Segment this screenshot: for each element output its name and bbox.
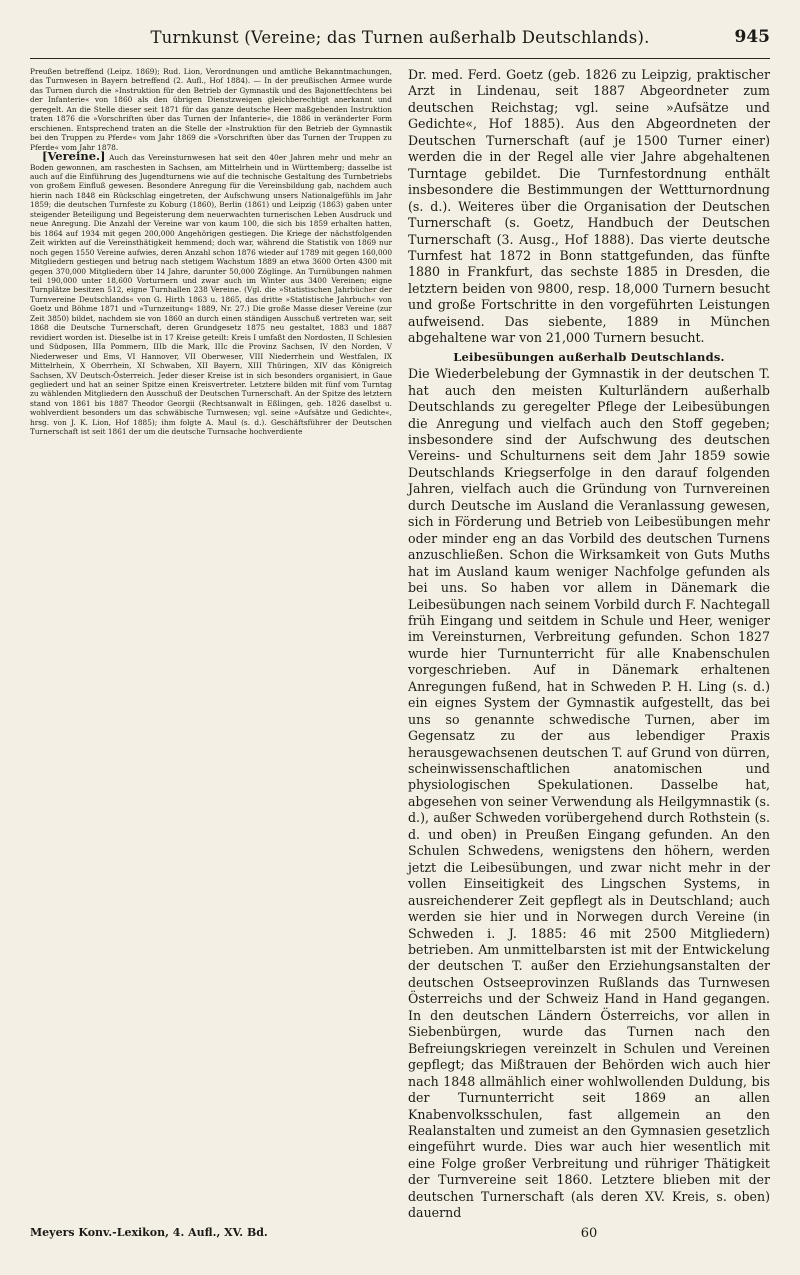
printer-signature: Meyers Konv.-Lexikon, 4. Aufl., XV. Bd. [30,1225,268,1239]
text-columns [30,67,770,1222]
left-column [30,67,392,1222]
paragraph: Preußen betreffend (Leipz. 1869); Rud. Lion, Verordnungen und amtliche Bekanntmachungen, das Turnwesen in Bayern betreffend (2. Aufl., Hof 1884). — In der preußischen Armee wurde das Turnen durch die »Instruktion für den Betrieb der Gymnastik und des Bajonettfechtens bei der Infanterie« von 1860 als den übrigen Dienstzweigen gleichberechtigt anerkannt und geregelt. An die Stelle dieser seit 1871 für das ganze deutsche Heer maßgebenden Instruktion traten 1876 die »Vorschriften über das Turnen der Infanterie«, die 1886 in veränderter Form erschienen. Entsprechend traten an die Stelle der »Instruktion für den Betrieb der Gymnastik bei den Truppen zu Pferde« vom Jahr 1869 die »Vorschriften über das Turnen der Truppen zu Pferde« vom Jahr 1878. [30,67,392,152]
page-number: 945 [734,27,770,47]
sheet-number: 60 [580,1225,598,1241]
paragraph: Dr. med. Ferd. Goetz (geb. 1826 zu Leipzig, praktischer Arzt in Lindenau, seit 1887 Abgeordneter zum deutschen Reichstag; vgl. seine »Aufsätze und Gedichte«, Hof 1885). Aus den Abgeordneten der Deutschen Turnerschaft (auf je 1500 Turner einer) werden die in der Regel alle vier Jahre abgehaltenen Turntage gebildet. Die Turnfestordnung enthält insbesondere die Bestimmungen der Wettturnordnung (s. d.). Weiteres über die Organisation der Deutschen Turnerschaft (s. Goetz, Handbuch der Deutschen Turnerschaft (3. Ausg., Hof 1888). Das vierte deutsche Turnfest hat 1872 in Bonn stattgefunden, das fünfte 1880 in Frankfurt, das sechste 1885 in Dresden, die letztern beiden von 9800, resp. 18,000 Turnern besucht und große Fortschritte in den vorgeführten Leistungen aufweisend. Das siebente, 1889 in München abgehaltene war von 21,000 Turnern besucht. [408,67,770,346]
running-title: Turnkunst (Vereine; das Turnen außerhalb Deutschlands). [150,28,650,47]
paragraph-text: Auch das Vereinsturnwesen hat seit den 40er Jahren mehr und mehr an Boden gewonnen, am raschesten in Sachsen, am Mittelrhein und in Württemberg; dasselbe ist auch auf die Einführung des Jugendturnens wie auf die technische Gestaltung des Turnbetriebs von großem Einfluß gewesen. Besondere Anregung für die Vereinsbildung gab, nachdem auch hierin nach 1848 ein Rückschlag eingetreten, der Aufschwung unsers Nationalgefühls im Jahr 1859; die deutschen Turnfeste zu Koburg (1860), Berlin (1861) und Leipzig (1863) gaben unter steigender Beteiligung und Begeisterung dem neuerwachten turnerischen Leben Ausdruck und neue Anregung. Die Anzahl der Vereine war von kaum 100, die sich bis 1859 erhalten hatten, bis 1864 auf 1934 mit gegen 200,000 Angehörigen gestiegen. Die Kriege der nächstfolgenden Zeit wirkten auf die Vereinsthätigkeit hemmend; doch war, während die Statistik von 1869 nur noch gegen 1550 Vereine aufwies, deren Anzahl schon 1876 wieder auf 1789 mit gegen 160,000 Mitgliedern gestiegen und betrug nach stetigem Wachstum 1889 an etwa 3600 Orten 4300 mit gegen 370,000 Mitgliedern über 14 Jahre, darunter 50,000 Zöglinge. An Turnübungen nahmen teil 190,000 unter 18,600 Vorturnern und zwar auch im Winter aus 3400 Vereinen; eigne Turnplätze besitzen 512, eigne Turnhallen 238 Vereine. (Vgl. die »Statistischen Jahrbücher der Turnvereine Deutschlands« von G. Hirth 1863 u. 1865, das dritte »Statistische Jahrbuch« von Goetz und Böhme 1871 und »Turnzeitung« 1889, Nr. 27.) Die große Masse dieser Vereine (zur Zeit 3850) bildet, nachdem sie von 1860 an durch einen ständigen Ausschuß vertreten war, seit 1868 die Deutsche Turnerschaft, deren Grundgesetz 1875 neu gestaltet, 1883 und 1887 revidiert worden ist. Dieselbe ist in 17 Kreise geteilt: Kreis I umfaßt den Nordosten, II Schlesien und Südposen, IIIa Pommern, IIIb die Mark, IIIc die Provinz Sachsen, IV den Norden, V Niederweser und Ems, VI Hannover, VII Oberweser, VIII Niederrhein und Westfalen, IX Mittelrhein, X Oberrhein, XI Schwaben, XII Bayern, XIII Thüringen, XIV das Königreich Sachsen, XV Deutsch-Österreich. Jeder dieser Kreise ist in sich besonders organisiert, in Gaue gegliedert und hat an seiner Spitze einen Kreisvertreter. Letztere bilden mit fünf vom Turntag zu wählenden Mitgliedern den Ausschuß der Deutschen Turnerschaft. An der Spitze des letztern stand von 1861 bis 1887 Theodor Georgii (Rechtsanwalt in Eßlingen, geb. 1826 daselbst u. wohlverdient besonders um das schwäbische Turnwesen; vgl. seine »Aufsätze und Gedichte«, hrsg. von J. K. Lion, Hof 1885); ihm folgte A. Maul (s. d.). Geschäftsführer der Deutschen Turnerschaft ist seit 1861 der um die deutsche Turnsache hochverdiente [30,153,392,437]
right-column [408,67,770,1222]
running-header [30,26,770,59]
paragraph: Die Wiederbelebung der Gymnastik in der deutschen T. hat auch den meisten Kulturländern außerhalb Deutschlands zu geregelter Pflege der Leibesübungen die Anregung und vielfach auch den Stoff gegeben; insbesondere sind der Aufschwung des deutschen Vereins- und Schulturnens seit dem Jahr 1859 sowie Deutschlands Kriegserfolge in den darauf folgenden Jahren, vielfach auch die Gründung von Turnvereinen durch Deutsche im Ausland die Veranlassung gewesen, sich in Förderung und Betrieb von Leibesübungen mehr oder minder eng an das Vorbild des deutschen Turnens anzuschließen. Schon die Wirksamkeit von Guts Muths hat im Ausland kaum weniger Nachfolge gefunden als bei uns. So haben vor allem in Dänemark die Leibesübungen nach seinem Vorbild durch F. Nachtegall früh Eingang und seitdem in Schule und Heer, weniger im Vereinsturnen, Verbreitung gefunden. Schon 1827 wurde hier Turnunterricht für alle Knabenschulen vorgeschrieben. Auf in Dänemark erhaltenen Anregungen fußend, hat in Schweden P. H. Ling (s. d.) ein eignes System der Gymnastik aufgestellt, das bei uns so genannte schwedische Turnen, aber im Gegensatz zu der aus lebendiger Praxis herausgewachsenen deutschen T. auf Grund von dürren, scheinwissenschaftlichen anatomischen und physiologischen Spekulationen. Dasselbe hat, abgesehen von seiner Verwendung als Heilgymnastik (s. d.), außer Schweden vorübergehend durch Rothstein (s. d. und oben) in Preußen Eingang gefunden. An den Schulen Schwedens, wenigstens den höhern, werden jetzt die Leibesübungen, und zwar nicht mehr in der vollen Einseitigkeit des Lingschen Systems, in ausreichenderer Zeit gepflegt als in Deutschland; auch werden sie hier und in Norwegen durch Vereine (in Schweden i. J. 1885: 46 mit 2500 Mitgliedern) betrieben. Am unmittelbarsten ist mit der Entwickelung der deutschen T. außer den Erziehungsanstalten der deutschen Ostseeprovinzen Rußlands das Turnwesen Österreichs und der Schweiz Hand in Hand gegangen. In den deutschen Ländern Österreichs, vor allen in Siebenbürgen, wurde das Turnen nach den Befreiungskriegen vereinzelt in Schulen und Vereinen gepflegt; das Mißtrauen der Behörden wich auch hier nach 1848 allmählich einer wohlwollenden Duldung, bis der Turnunterricht seit 1869 an allen Knabenvolksschulen, fast allgemein an den Realanstalten und zumeist an den Gymnasien gesetzlich eingeführt wurde. Dies war auch hier wesentlich mit eine Folge großer Verbreitung und rühriger Thätigkeit der Turnvereine seit 1860. Letztere blieben mit der deutschen Turnerschaft (als deren XV. Kreis, s. oben) dauernd [408,366,770,1221]
paragraph-vereine [30,149,392,437]
page-footer [30,1226,770,1241]
section-heading: Leibesübungen außerhalb Deutschlands. [453,349,725,364]
section-label: [Vereine.] [42,149,106,164]
